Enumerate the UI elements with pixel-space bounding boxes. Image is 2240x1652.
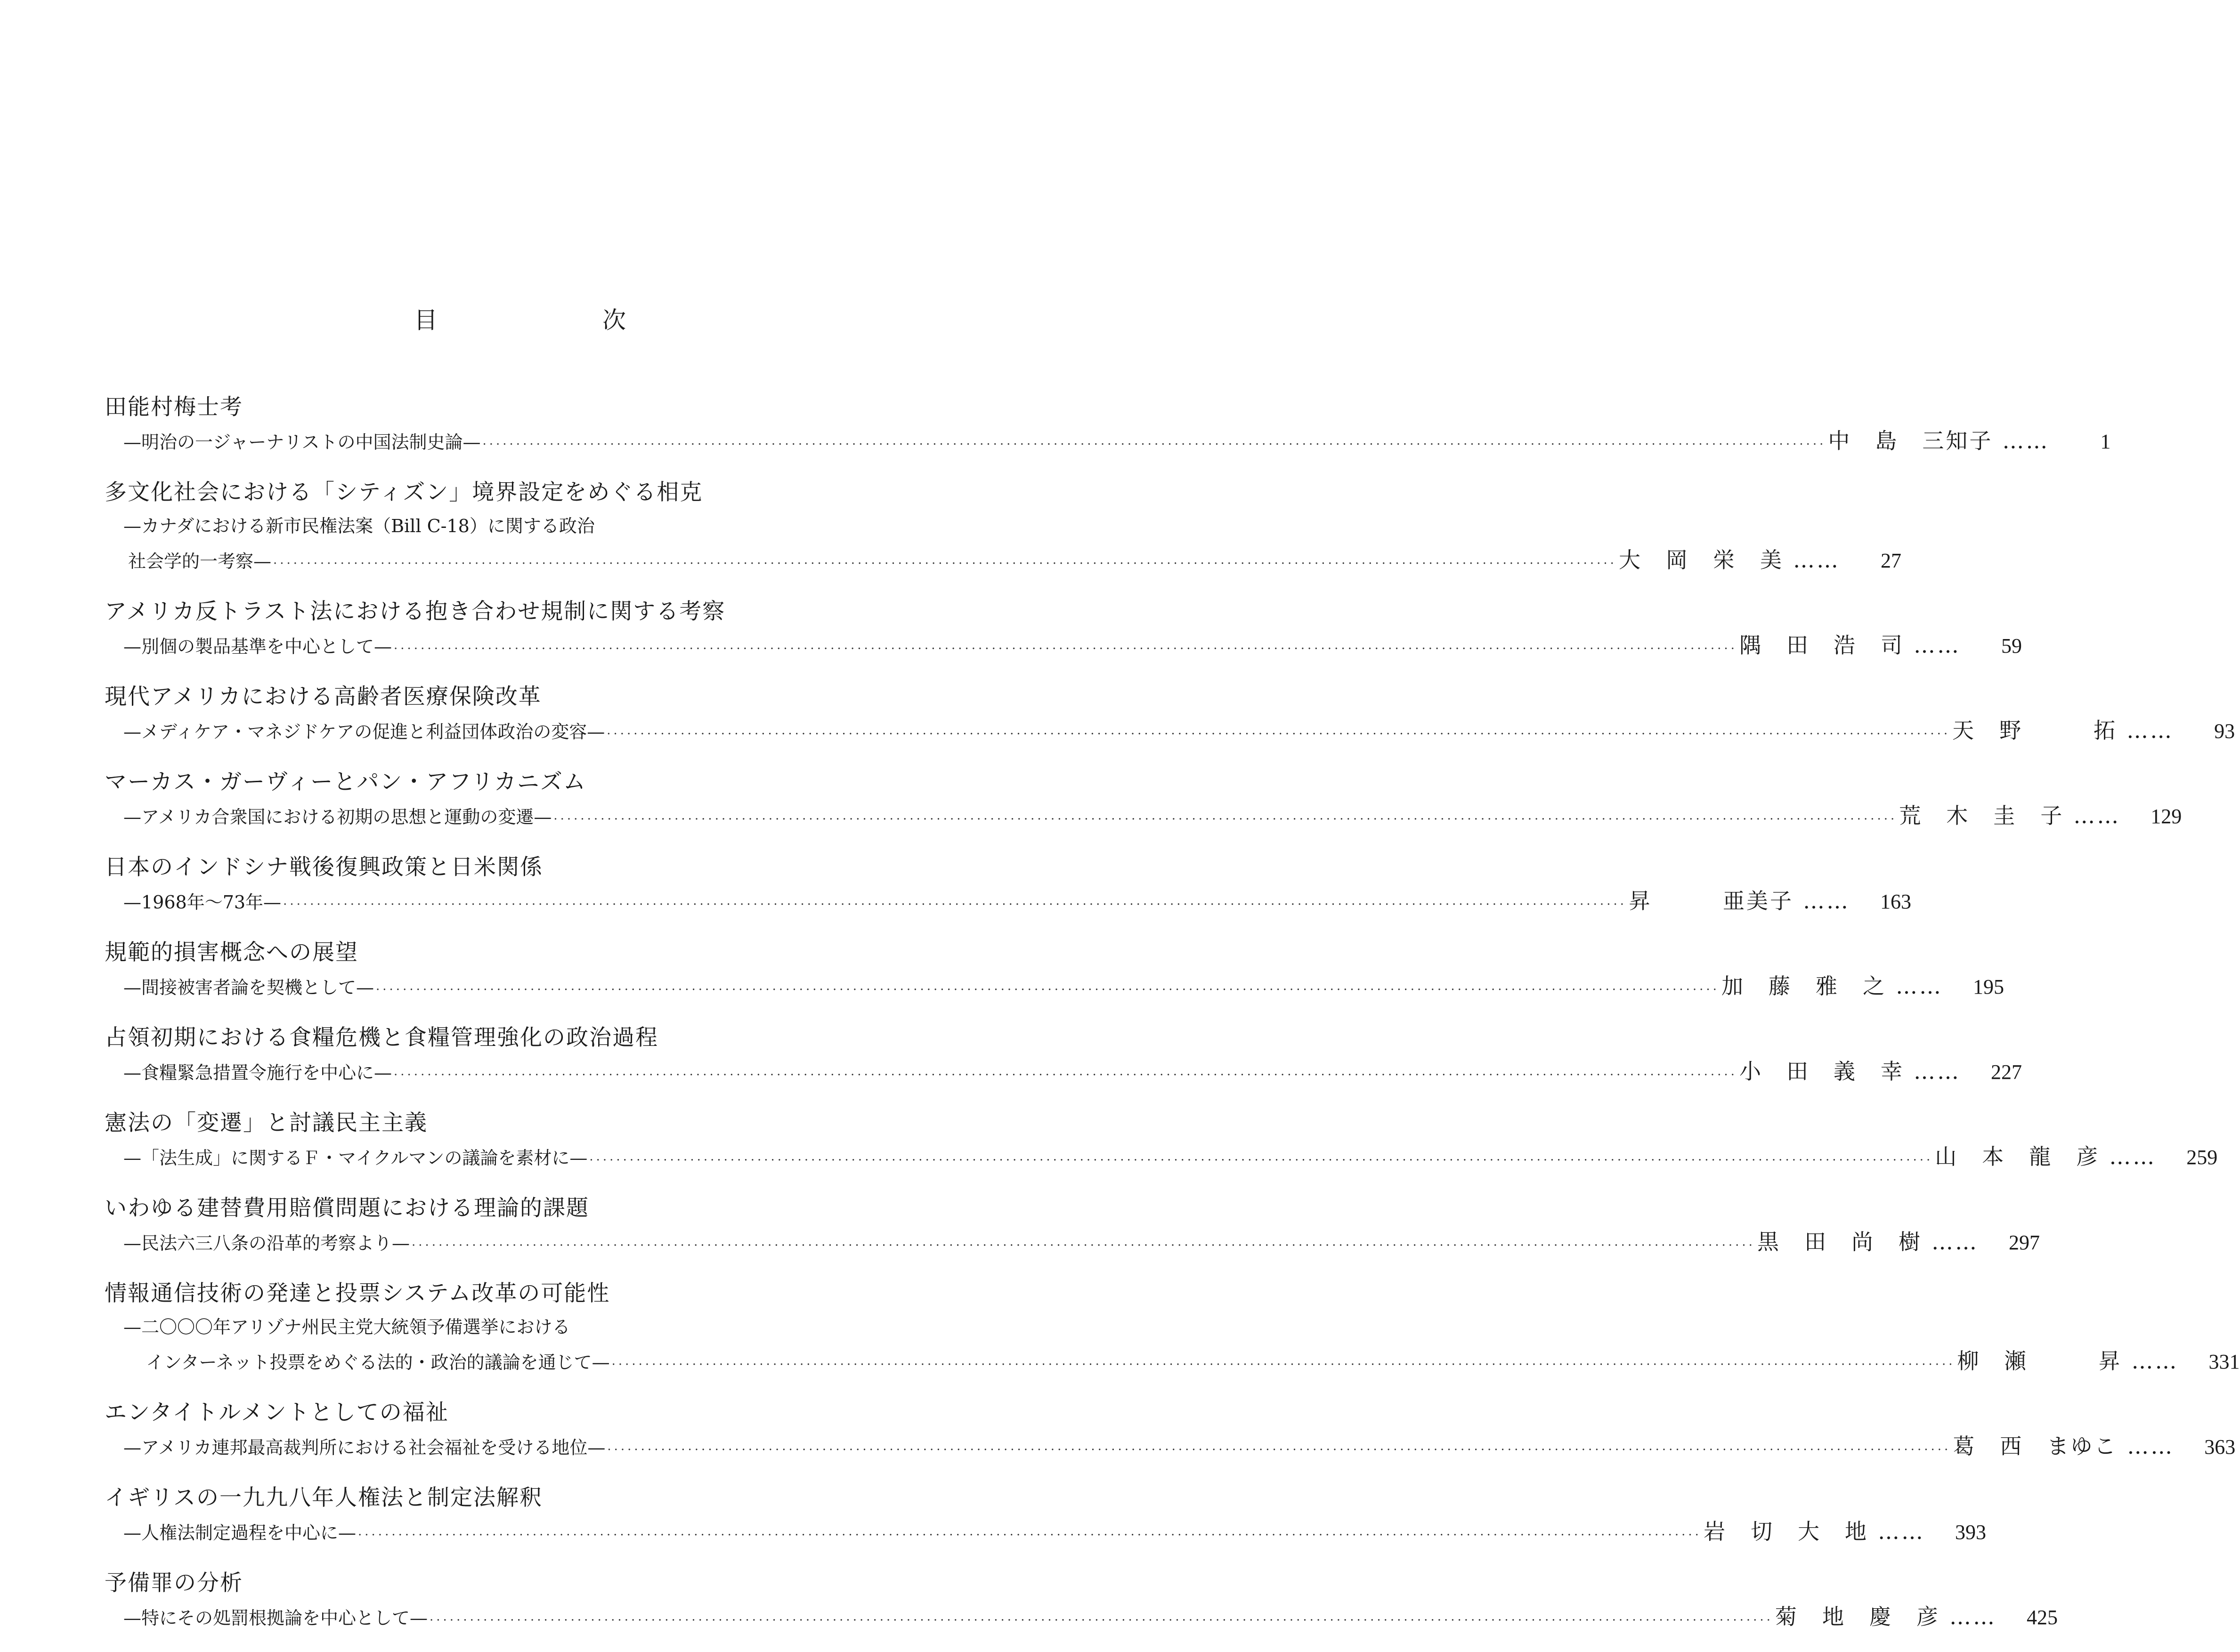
page-number: 129 — [2151, 805, 2182, 828]
toc-entry[interactable] — [105, 1192, 2040, 1263]
entry-leader-row — [105, 799, 2182, 836]
entry-title: 多文化社会における「シティズン」境界設定をめぐる相克 — [105, 479, 703, 505]
toc-entry[interactable] — [105, 391, 2111, 462]
entry-author — [1739, 628, 1961, 662]
page-number: 93 — [2214, 720, 2235, 743]
entry-subtitle: —「法生成」に関するＦ・マイクルマンの議論を素材に— — [123, 1148, 588, 1168]
entry-subtitle: —二〇〇〇年アリゾナ州民主党大統領予備選挙における — [123, 1317, 570, 1337]
entry-leader-row — [105, 969, 2004, 1007]
entry-author — [1952, 713, 2174, 747]
entry-title: 情報通信技術の発達と投票システム改革の可能性 — [105, 1280, 610, 1306]
entry-author — [1828, 424, 2049, 458]
leader-mark: …… — [1931, 1229, 1979, 1255]
leader-mark: …… — [1949, 1604, 1997, 1629]
entry-author — [1899, 799, 2120, 833]
dot-leader: ········································································································································································································ — [358, 1528, 1702, 1542]
page-title: 目 次 — [414, 307, 697, 334]
page-number: 27 — [1880, 549, 1901, 572]
author-name: 隅 田 浩 司 — [1739, 632, 1904, 658]
entry-title: アメリカ反トラスト法における抱き合わせ規制に関する考察 — [105, 599, 726, 624]
dot-leader: ········································································································································································································ — [611, 1358, 1956, 1372]
entry-subtitle: —カナダにおける新市民権法案（Bill C-18）に関する政治 — [123, 516, 595, 536]
entry-leader-row — [105, 1429, 2236, 1467]
table-of-contents — [105, 391, 2240, 1652]
entry-title: 占領初期における食糧危機と食糧管理強化の政治過程 — [105, 1025, 658, 1051]
author-name: 葛 西 まゆこ — [1953, 1433, 2118, 1459]
entry-subtitle: —民法六三八条の沿革的考察より— — [123, 1233, 410, 1254]
entry-title: いわゆる建替費用賠償問題における理論的課題 — [105, 1195, 589, 1221]
entry-subtitle: —メディケア・マネジドケアの促進と利益団体政治の変容— — [123, 721, 605, 742]
toc-entry[interactable] — [105, 595, 2022, 666]
page-number: 163 — [1880, 890, 1911, 913]
author-name: 大 岡 栄 美 — [1618, 547, 1784, 573]
author-name: 山 本 龍 彦 — [1935, 1144, 2100, 1169]
page-number: 59 — [2001, 634, 2022, 657]
entry-author — [1704, 1514, 1925, 1548]
toc-entry[interactable] — [105, 1396, 2236, 1467]
entry-author — [1957, 1344, 2179, 1378]
entry-leader-row — [105, 1054, 2022, 1092]
page-number: 1 — [2100, 430, 2111, 453]
entry-title: 日本のインドシナ戦後復興政策と日米関係 — [105, 854, 543, 880]
entry-subtitle: —別個の製品基準を中心として— — [123, 636, 392, 657]
entry-subtitle: —明治の一ジャーナリストの中国法制史論— — [123, 432, 481, 453]
entry-subtitle: —人権法制定過程を中心に— — [123, 1522, 357, 1543]
leader-mark: …… — [2002, 428, 2050, 453]
leader-mark: …… — [2073, 803, 2121, 828]
leader-mark: …… — [1793, 547, 1840, 573]
entry-subtitle: —特にその処罰根拠論を中心として— — [123, 1608, 428, 1628]
entry-author — [1629, 884, 1850, 918]
entry-author — [1721, 969, 1943, 1003]
toc-entry[interactable] — [105, 680, 2235, 751]
leader-mark: …… — [2109, 1144, 2157, 1169]
leader-mark: …… — [1803, 888, 1850, 914]
leader-mark: …… — [1895, 973, 1943, 999]
entry-subtitle: —アメリカ合衆国における初期の思想と運動の変遷— — [123, 807, 552, 827]
entry-leader-row — [105, 1225, 2040, 1263]
page-number: 425 — [2026, 1606, 2058, 1629]
author-name: 昇 亜美子 — [1629, 888, 1794, 914]
author-name: 荒 木 圭 子 — [1899, 803, 2064, 828]
author-name: 菊 地 慶 彦 — [1775, 1604, 1940, 1629]
leader-mark: …… — [1877, 1519, 1925, 1544]
page-number: 297 — [2008, 1231, 2040, 1254]
entry-title: イギリスの一九九八年人権法と制定法解釈 — [105, 1485, 543, 1511]
dot-leader: ········································································································································································································ — [553, 812, 1898, 826]
entry-subtitle: —食糧緊急措置令施行を中心に— — [123, 1062, 392, 1083]
entry-leader-row — [105, 1600, 2058, 1637]
author-name: 加 藤 雅 之 — [1721, 973, 1886, 999]
dot-leader: ········································································································································································································ — [430, 1613, 1773, 1628]
toc-entry[interactable] — [105, 936, 2004, 1007]
entry-author — [1935, 1140, 2156, 1174]
entry-author — [1757, 1225, 1979, 1259]
entry-leader-row — [105, 884, 1911, 922]
entry-leader-row — [105, 1344, 2240, 1382]
author-name: 岩 切 大 地 — [1703, 1519, 1868, 1544]
toc-entry[interactable] — [105, 1567, 2058, 1637]
entry-subtitle: —アメリカ連邦最高裁判所における社会福祉を受ける地位— — [123, 1437, 606, 1458]
entry-author — [1619, 543, 1840, 577]
author-name: 中 島 三知子 — [1828, 428, 1993, 453]
entry-title: エンタイトルメントとしての福祉 — [105, 1400, 449, 1425]
entry-title: 憲法の「変遷」と討議民主主義 — [105, 1110, 428, 1136]
entry-leader-row — [105, 1140, 2218, 1177]
author-name: 天 野 拓 — [1952, 718, 2118, 743]
dot-leader: ········································································································································································································ — [482, 437, 1826, 452]
leader-mark: …… — [1913, 632, 1961, 658]
dot-leader: ········································································································································································································ — [412, 1239, 1755, 1253]
leader-mark: …… — [2131, 1348, 2179, 1374]
toc-entry[interactable] — [105, 1482, 1986, 1552]
entry-subtitle: 社会学的一考察— — [128, 551, 272, 572]
leader-mark: …… — [2127, 1433, 2175, 1459]
page-number: 227 — [1990, 1061, 2022, 1084]
entry-subtitle: インターネット投票をめぐる法的・政治的議論を通じて— — [146, 1352, 610, 1373]
dot-leader: ········································································································································································································ — [607, 1443, 1951, 1457]
entry-subtitle: —間接被害者論を契機として— — [123, 977, 374, 998]
entry-leader-row — [105, 543, 1901, 581]
leader-mark: …… — [1913, 1059, 1961, 1084]
entry-title: 予備罪の分析 — [105, 1570, 243, 1596]
dot-leader: ········································································································································································································ — [273, 557, 1617, 571]
toc-entry[interactable] — [105, 1107, 2218, 1177]
entry-author — [1953, 1429, 2174, 1463]
entry-subtitle: —1968年～73年— — [123, 892, 282, 913]
toc-entry[interactable] — [105, 851, 1911, 922]
entry-leader-row — [105, 628, 2022, 666]
toc-entry[interactable] — [105, 766, 2182, 836]
dot-leader: ········································································································································································································ — [589, 1153, 1933, 1167]
page-number: 331 — [2208, 1350, 2240, 1373]
dot-leader: ········································································································································································································ — [376, 983, 1720, 997]
dot-leader: ········································································································································································································ — [607, 727, 1951, 741]
entry-title: 現代アメリカにおける高齢者医療保険改革 — [105, 684, 542, 710]
dot-leader: ········································································································································································································ — [394, 642, 1737, 656]
dot-leader: ········································································································································································································ — [283, 898, 1627, 912]
page-number: 393 — [1955, 1521, 1986, 1544]
entry-title: 規範的損害概念への展望 — [105, 939, 358, 965]
entry-leader-row — [105, 1514, 1986, 1552]
author-name: 黒 田 尚 樹 — [1757, 1229, 1922, 1255]
entry-title: マーカス・ガーヴィーとパン・アフリカニズム — [105, 769, 586, 795]
entry-author — [1739, 1054, 1961, 1088]
toc-entry[interactable] — [105, 1021, 2022, 1092]
toc-entry[interactable] — [105, 476, 1901, 581]
toc-entry[interactable] — [105, 1277, 2240, 1382]
leader-mark: …… — [2126, 718, 2174, 743]
entry-title: 田能村梅士考 — [105, 394, 243, 420]
author-name: 小 田 義 幸 — [1739, 1059, 1904, 1084]
page-number: 259 — [2186, 1146, 2218, 1169]
dot-leader: ········································································································································································································ — [394, 1068, 1737, 1082]
entry-author — [1775, 1600, 1997, 1634]
entry-leader-row — [105, 424, 2111, 462]
page-number: 363 — [2204, 1435, 2236, 1458]
page-number: 195 — [1972, 975, 2004, 998]
author-name: 柳 瀬 昇 — [1957, 1348, 2122, 1374]
entry-leader-row — [105, 713, 2235, 751]
